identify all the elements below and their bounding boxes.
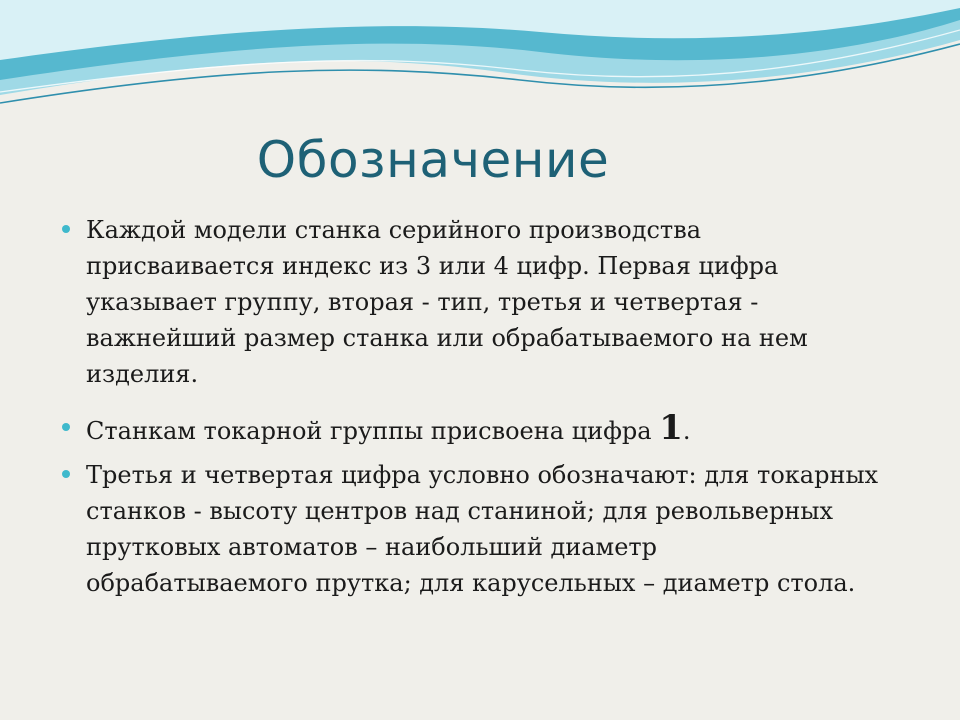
bullet-text: Каждой модели станка серийного производства присваивается индекс из 3 или 4 цифр. Первая цифра указывает группу, вторая - тип, третья и четвертая - важнейший размер станка или обрабатываемого на нем изделия. (86, 216, 808, 388)
bullet-dot-icon (62, 225, 70, 233)
bullet-item-third-fourth-digits (62, 457, 882, 601)
bullet-item-lathe-group (62, 410, 882, 449)
bullet-text-before: Станкам токарной группы присвоена цифра (86, 417, 660, 445)
bullet-text-after: . (682, 417, 691, 445)
bullet-dot-icon (62, 423, 70, 431)
slide-title: Обозначение (256, 131, 610, 189)
wave-header-decoration (0, 0, 960, 120)
bullet-item-model-index (62, 212, 882, 392)
bullet-list (62, 212, 882, 601)
bullet-text: Третья и четвертая цифра условно обозначают: для токарных станков - высоту центров над станиной; для револьверных прутковых автоматов – наибольший диаметр обрабатываемого прутка; для карусельных – диаметр стола. (86, 461, 879, 597)
bullet-dot-icon (62, 470, 70, 478)
group-digit: 1 (659, 408, 683, 448)
